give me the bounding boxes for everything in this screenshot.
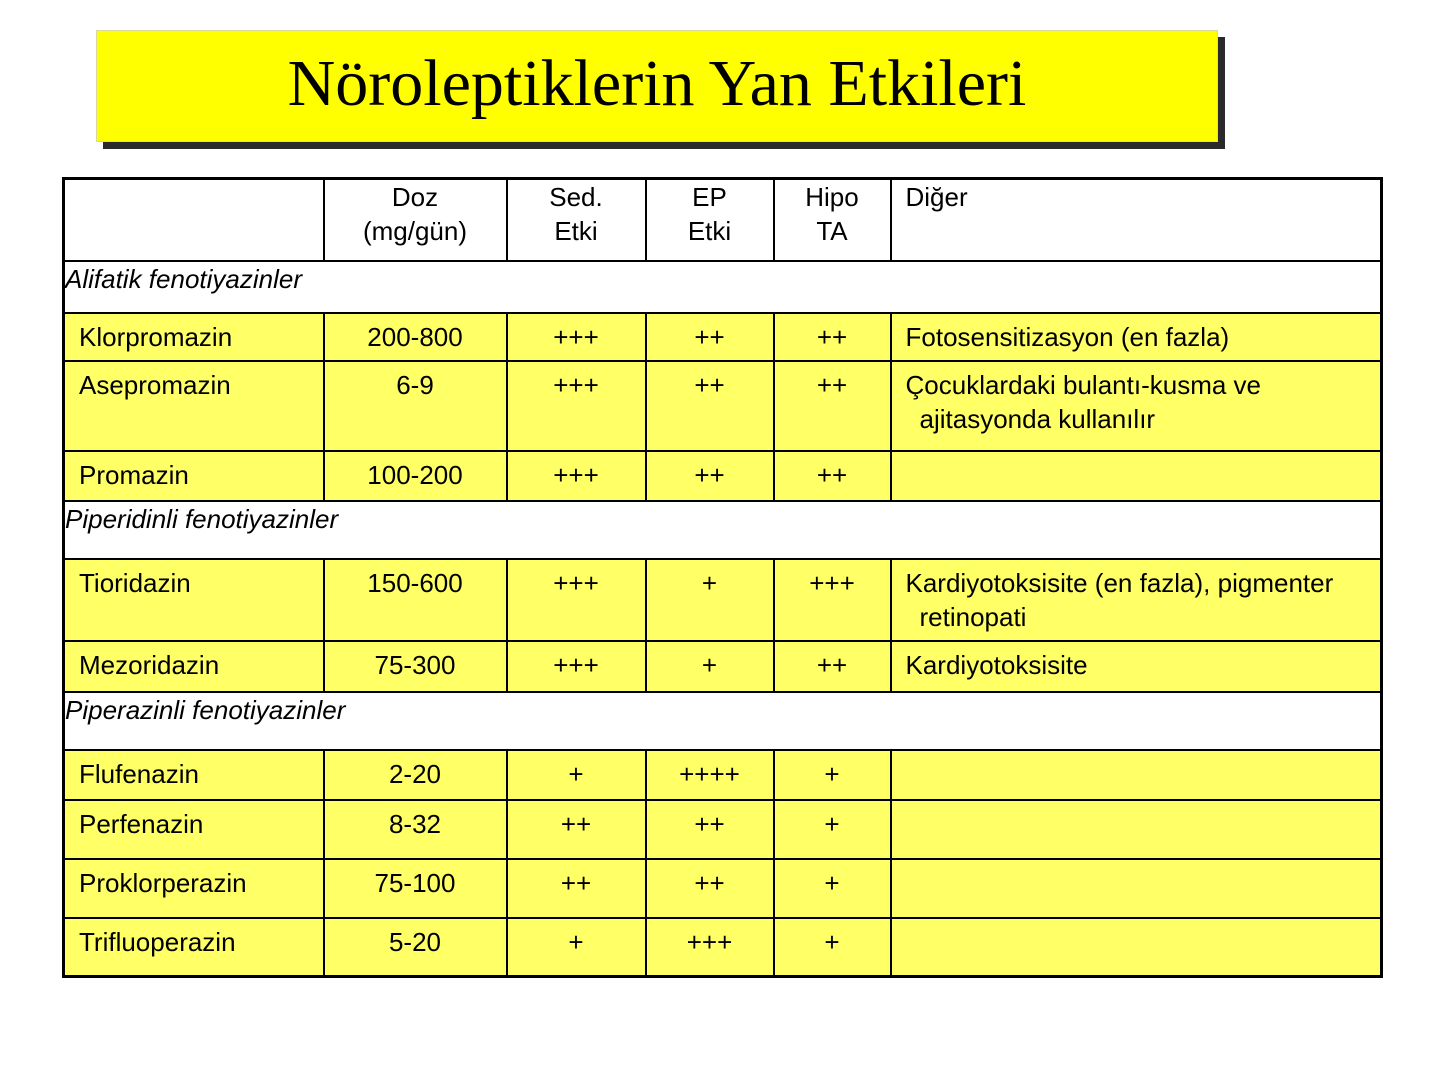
group-label: Alifatik fenotiyazinler bbox=[64, 261, 1382, 313]
table-row bbox=[64, 313, 1382, 361]
ep-effect-cell: ++ bbox=[646, 361, 774, 451]
group-row bbox=[64, 692, 1382, 750]
header-sedation: Sed. Etki bbox=[507, 179, 646, 261]
other-effects-cell bbox=[891, 641, 1382, 692]
table-row bbox=[64, 918, 1382, 977]
drug-name-cell: Promazin bbox=[64, 451, 324, 501]
ep-effect-cell: + bbox=[646, 559, 774, 641]
ep-effect-cell: ++++ bbox=[646, 750, 774, 800]
drug-name-cell: Proklorperazin bbox=[64, 859, 324, 918]
hypotension-cell: ++ bbox=[774, 313, 891, 361]
table-row bbox=[64, 750, 1382, 800]
page-title: Nöroleptiklerin Yan Etkileri bbox=[287, 47, 1027, 120]
sedation-cell: +++ bbox=[507, 641, 646, 692]
other-effects-line: Fotosensitizasyon (en fazla) bbox=[905, 321, 1230, 352]
table-row bbox=[64, 361, 1382, 451]
sedation-cell: ++ bbox=[507, 800, 646, 859]
hypotension-cell: ++ bbox=[774, 641, 891, 692]
dose-cell: 75-300 bbox=[324, 641, 507, 692]
other-effects-cell bbox=[891, 313, 1382, 361]
ep-effect-cell: ++ bbox=[646, 313, 774, 361]
side-effects-table bbox=[62, 177, 1383, 978]
other-effects-line: retinopati bbox=[919, 601, 1027, 632]
ep-effect-cell: +++ bbox=[646, 918, 774, 977]
header-other: Diğer bbox=[891, 179, 1382, 261]
hypotension-cell: ++ bbox=[774, 361, 891, 451]
sedation-cell: ++ bbox=[507, 859, 646, 918]
other-effects-cell bbox=[891, 559, 1382, 641]
hypotension-cell: + bbox=[774, 800, 891, 859]
other-effects-cell bbox=[891, 361, 1382, 451]
other-effects-cell bbox=[891, 451, 1382, 501]
hypotension-cell: + bbox=[774, 918, 891, 977]
table-row bbox=[64, 859, 1382, 918]
table-row bbox=[64, 800, 1382, 859]
group-row bbox=[64, 261, 1382, 313]
group-label: Piperidinli fenotiyazinler bbox=[64, 501, 1382, 559]
header-hypotension: Hipo TA bbox=[774, 179, 891, 261]
header-row bbox=[64, 179, 1382, 261]
ep-effect-cell: ++ bbox=[646, 800, 774, 859]
other-effects-cell bbox=[891, 750, 1382, 800]
title-banner bbox=[96, 30, 1218, 142]
drug-name-cell: Asepromazin bbox=[64, 361, 324, 451]
table-row bbox=[64, 641, 1382, 692]
sedation-cell: + bbox=[507, 918, 646, 977]
hypotension-cell: + bbox=[774, 750, 891, 800]
dose-cell: 5-20 bbox=[324, 918, 507, 977]
dose-cell: 2-20 bbox=[324, 750, 507, 800]
sedation-cell: +++ bbox=[507, 361, 646, 451]
ep-effect-cell: ++ bbox=[646, 859, 774, 918]
sedation-cell: +++ bbox=[507, 451, 646, 501]
other-effects-line: Kardiyotoksisite bbox=[905, 649, 1088, 680]
sedation-cell: +++ bbox=[507, 313, 646, 361]
other-effects-line: Çocuklardaki bulantı-kusma ve bbox=[905, 369, 1261, 400]
drug-name-cell: Mezoridazin bbox=[64, 641, 324, 692]
other-effects-line: ajitasyonda kullanılır bbox=[919, 403, 1156, 434]
header-ep-effect: EP Etki bbox=[646, 179, 774, 261]
dose-cell: 150-600 bbox=[324, 559, 507, 641]
ep-effect-cell: + bbox=[646, 641, 774, 692]
table-row bbox=[64, 451, 1382, 501]
drug-name-cell: Perfenazin bbox=[64, 800, 324, 859]
drug-name-cell: Flufenazin bbox=[64, 750, 324, 800]
hypotension-cell: ++ bbox=[774, 451, 891, 501]
hypotension-cell: +++ bbox=[774, 559, 891, 641]
header-dose: Doz (mg/gün) bbox=[324, 179, 507, 261]
dose-cell: 100-200 bbox=[324, 451, 507, 501]
ep-effect-cell: ++ bbox=[646, 451, 774, 501]
header-empty-cell bbox=[64, 179, 324, 261]
other-effects-cell bbox=[891, 800, 1382, 859]
group-row bbox=[64, 501, 1382, 559]
sedation-cell: +++ bbox=[507, 559, 646, 641]
drug-name-cell: Tioridazin bbox=[64, 559, 324, 641]
dose-cell: 8-32 bbox=[324, 800, 507, 859]
sedation-cell: + bbox=[507, 750, 646, 800]
group-label: Piperazinli fenotiyazinler bbox=[64, 692, 1382, 750]
drug-name-cell: Klorpromazin bbox=[64, 313, 324, 361]
hypotension-cell: + bbox=[774, 859, 891, 918]
dose-cell: 200-800 bbox=[324, 313, 507, 361]
dose-cell: 75-100 bbox=[324, 859, 507, 918]
dose-cell: 6-9 bbox=[324, 361, 507, 451]
other-effects-line: Kardiyotoksisite (en fazla), pigmenter bbox=[905, 567, 1334, 598]
drug-name-cell: Trifluoperazin bbox=[64, 918, 324, 977]
other-effects-cell bbox=[891, 918, 1382, 977]
table-row bbox=[64, 559, 1382, 641]
other-effects-cell bbox=[891, 859, 1382, 918]
